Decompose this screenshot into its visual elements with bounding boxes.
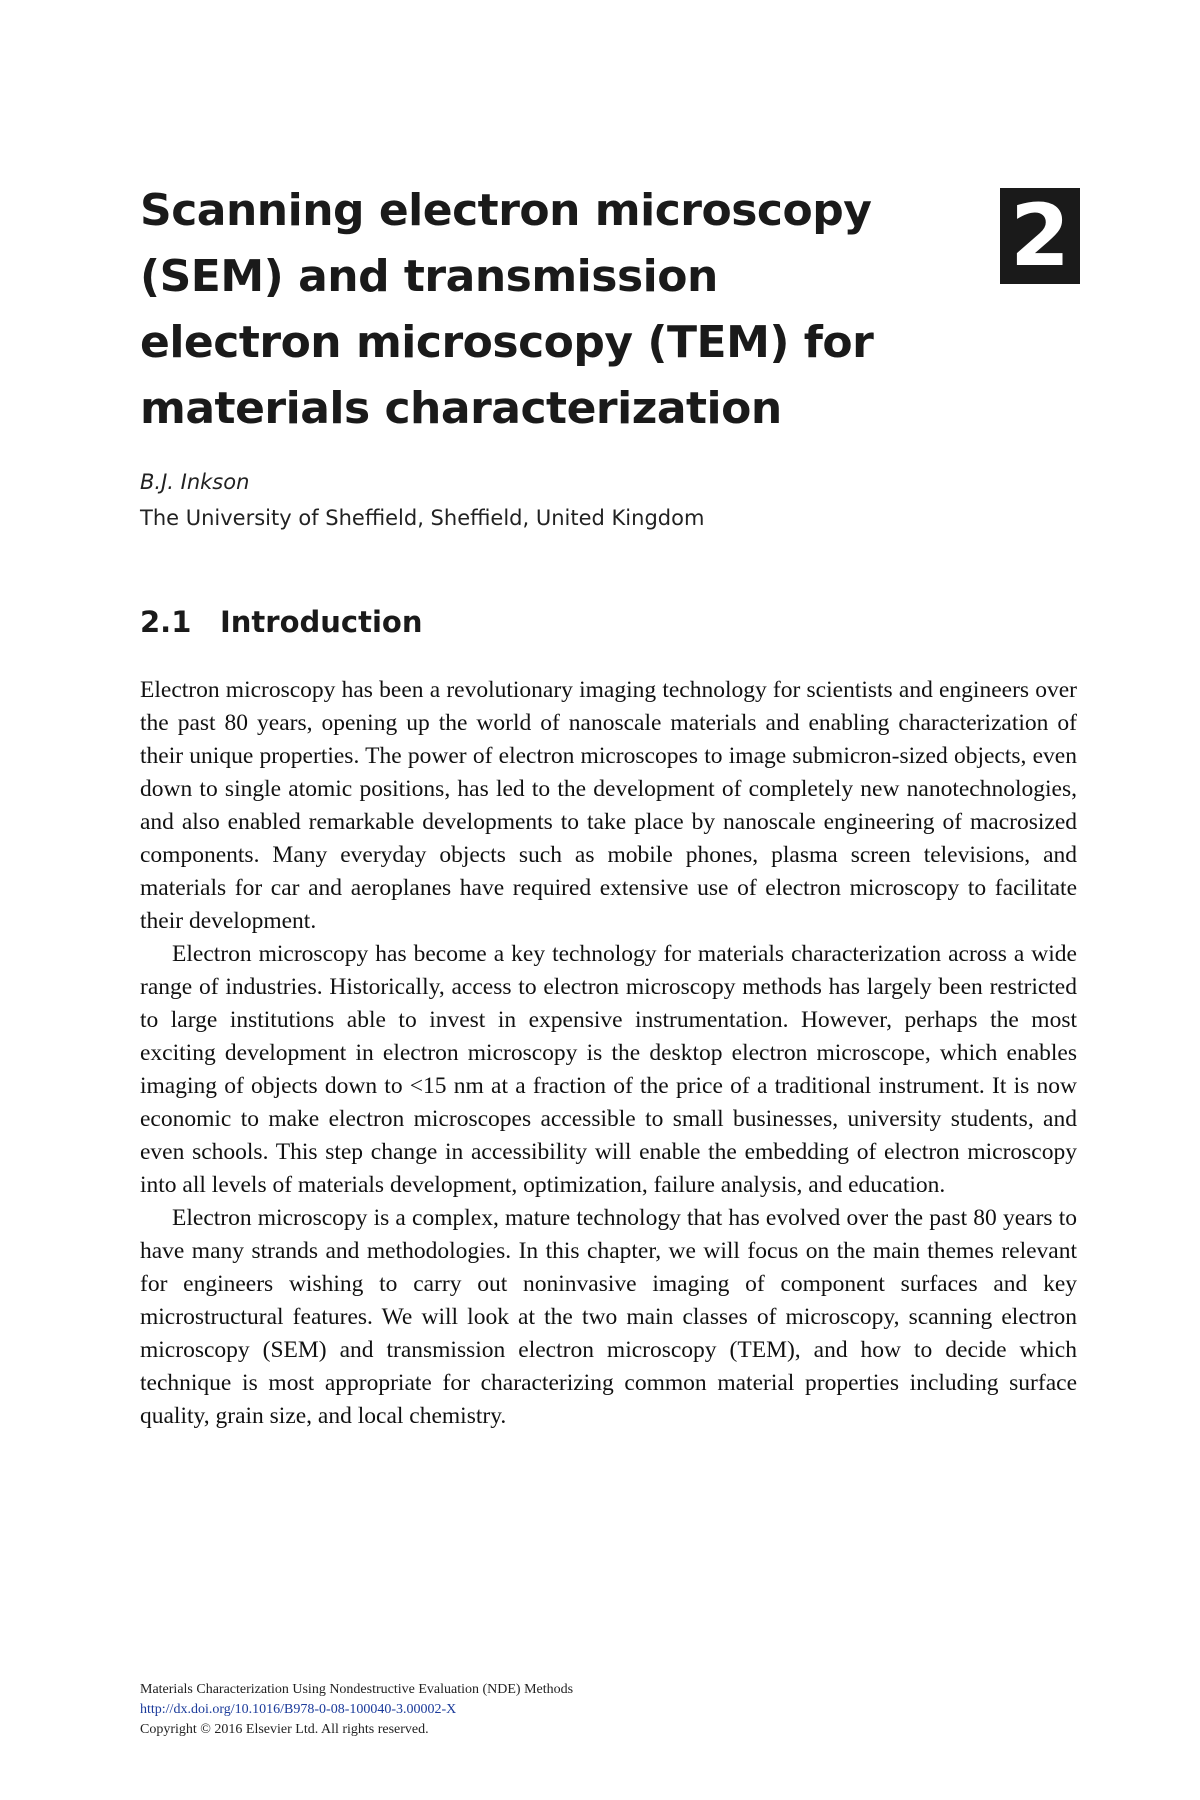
author-name: B.J. Inkson (140, 470, 250, 494)
section-heading (140, 604, 423, 640)
body-text (140, 674, 1077, 1433)
author-affiliation: The University of Sheffield, Sheffield, United Kingdom (140, 506, 705, 530)
paragraph-3: Electron microscopy is a complex, mature technology that has evolved over the past 80 years to have many strands and methodologies. In this chapter, we will focus on the main themes relevant for engineers wishing to carry out noninvasive imaging of component surfaces and key microstructural features. We will look at the two main classes of microscopy, scanning electron microscopy (SEM) and transmission electron microscopy (TEM), and how to decide which technique is most appropriate for characterizing common material properties including surface quality, grain size, and local chemistry. (140, 1205, 1077, 1429)
footer-book-title: Materials Characterization Using Nondestructive Evaluation (NDE) Methods (140, 1682, 574, 1697)
chapter-number-badge: 2 (1000, 188, 1080, 284)
page-footer (140, 1680, 573, 1740)
paragraph-2: Electron microscopy has become a key technology for materials characterization across a wide range of industries. Historically, access to electron microscopy methods has largely been restricted to large institutions able to invest in expensive instrumentation. However, perhaps the most exciting development in electron microscopy is the desktop electron microscope, which enables imaging of objects down to <15 nm at a fraction of the price of a traditional instrument. It is now economic to make electron microscopes accessible to small businesses, university students, and even schools. This step change in accessibility will enable the embedding of electron microscopy into all levels of materials development, optimization, failure analysis, and education. (140, 941, 1077, 1198)
chapter-title: Scanning electron microscopy (SEM) and transmission electron microscopy (TEM) for materials characterization (140, 185, 874, 434)
section-number: 2.1 (140, 605, 192, 639)
footer-copyright: Copyright © 2016 Elsevier Ltd. All rights reserved. (140, 1722, 429, 1737)
section-title: Introduction (220, 605, 423, 639)
footer-doi-link[interactable]: http://dx.doi.org/10.1016/B978-0-08-100040-3.00002-X (140, 1702, 457, 1717)
paragraph-1: Electron microscopy has been a revolutionary imaging technology for scientists and engineers over the past 80 years, opening up the world of nanoscale materials and enabling characterization of their unique properties. The power of electron microscopes to image submicron-sized objects, even down to single atomic positions, has led to the development of completely new nanotechnologies, and also enabled remarkable developments to take place by nanoscale engineering of macrosized components. Many everyday objects such as mobile phones, plasma screen televisions, and materials for car and aeroplanes have required extensive use of electron microscopy to facilitate their development. (140, 677, 1077, 934)
